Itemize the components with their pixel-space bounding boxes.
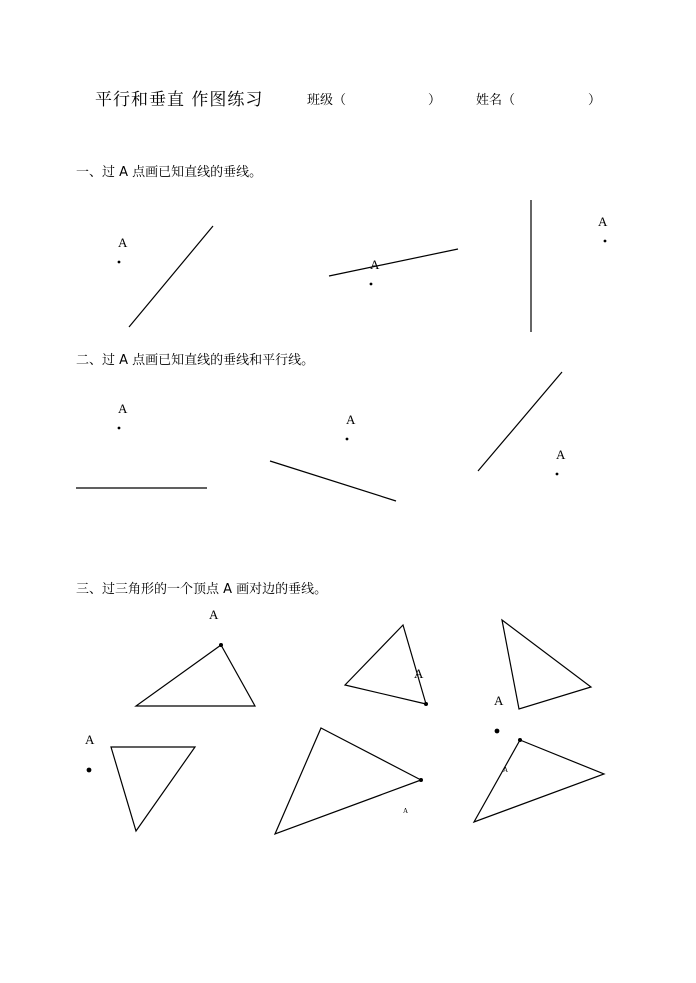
label-a: A	[556, 447, 566, 462]
s1-line-2	[329, 249, 458, 276]
triangle-2	[345, 625, 426, 704]
point-a	[118, 427, 121, 430]
question-3: 三、过三角形的一个顶点 A 画对边的垂线。	[76, 582, 328, 597]
s2-line-2	[270, 461, 396, 501]
vertex-a	[518, 738, 522, 742]
question-2: 二、过 A 点画已知直线的垂线和平行线。	[76, 353, 315, 368]
point-a	[370, 283, 373, 286]
point-a	[87, 768, 92, 773]
label-a: A	[598, 214, 608, 229]
point-a	[556, 473, 559, 476]
triangle-6	[474, 740, 604, 822]
triangle-5	[275, 728, 421, 834]
question-1: 一、过 A 点画已知直线的垂线。	[76, 165, 263, 180]
label-a: A	[209, 607, 219, 622]
vertex-a	[424, 702, 428, 706]
vertex-a	[219, 643, 223, 647]
point-a	[346, 438, 349, 441]
page-title: 平行和垂直 作图练习	[95, 90, 264, 110]
point-a	[118, 261, 121, 264]
label-a: A	[118, 401, 128, 416]
vertex-a	[419, 778, 423, 782]
s2-line-3	[478, 372, 562, 471]
label-a: A	[494, 693, 504, 708]
name-label: 姓名（	[476, 93, 516, 108]
point-a	[604, 240, 607, 243]
triangle-1	[136, 645, 255, 706]
label-a: A	[118, 235, 128, 250]
label-a: A	[414, 666, 424, 681]
class-label: 班级（	[307, 93, 347, 108]
point-a	[495, 729, 500, 734]
label-a: A	[370, 257, 380, 272]
label-a: A	[503, 766, 509, 774]
name-close: ）	[588, 93, 602, 108]
s1-line-1	[129, 226, 213, 327]
label-a: A	[346, 412, 356, 427]
label-a: A	[85, 732, 95, 747]
label-a: A	[403, 807, 409, 815]
class-close: ）	[428, 93, 442, 108]
triangle-3	[502, 620, 591, 709]
triangle-4	[111, 747, 195, 831]
